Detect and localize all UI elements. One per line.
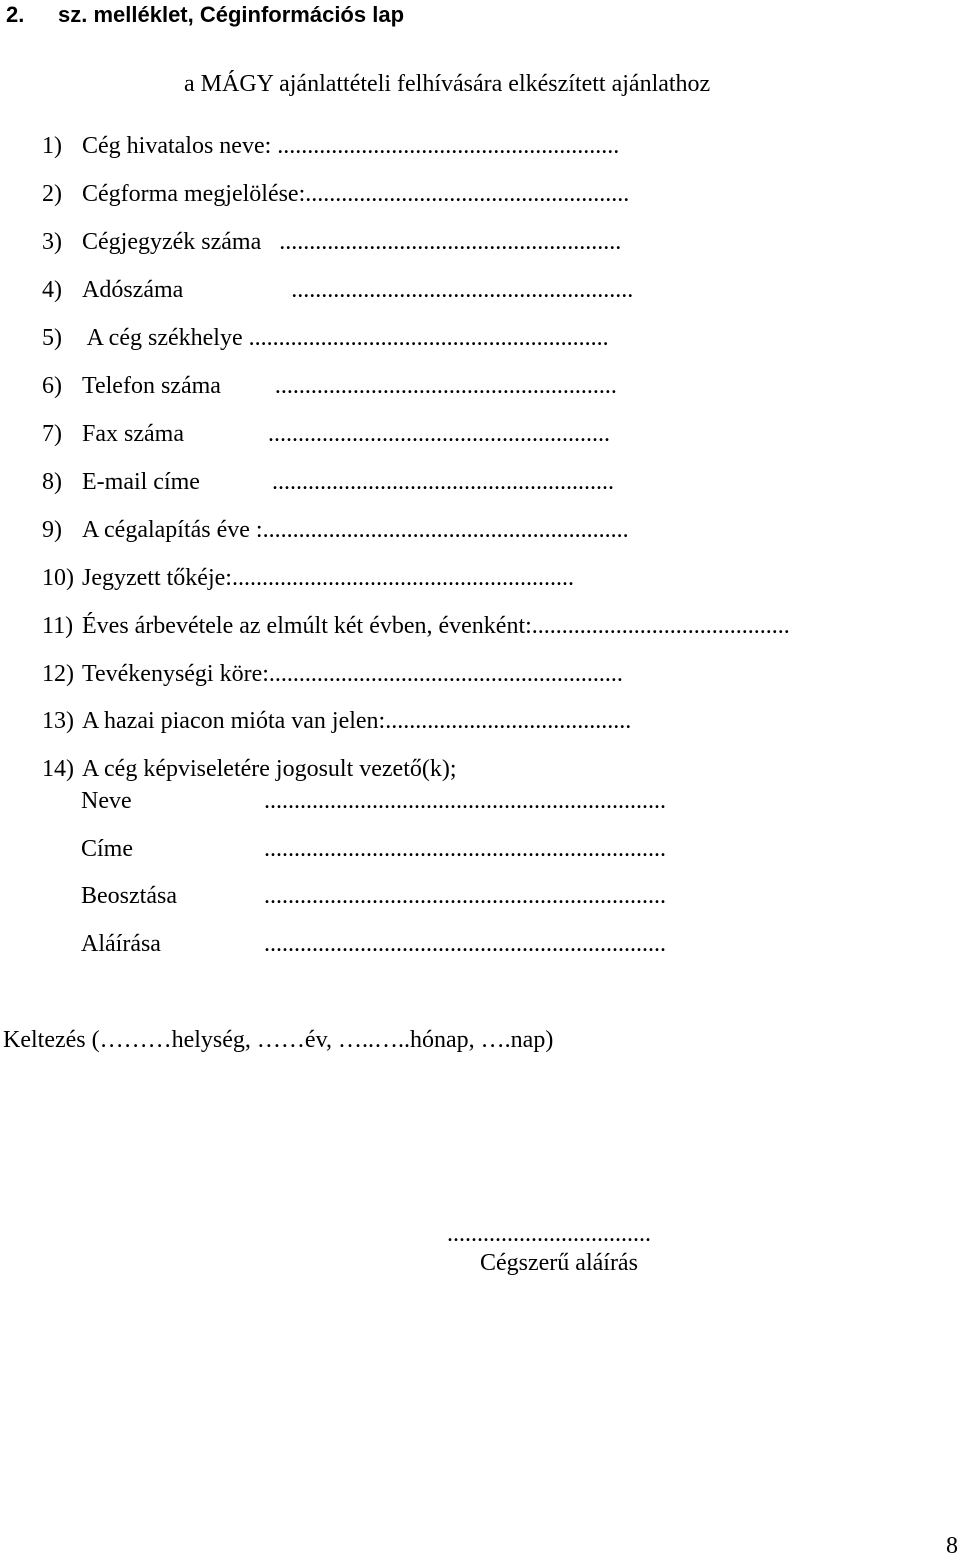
item-number: 11) [42, 613, 74, 639]
fill-dots: ......................................................... [183, 421, 610, 447]
fill-dots: ........................................... [531, 613, 790, 639]
fill-dots: ............................................................ [242, 325, 609, 351]
rep-signature-line [81, 929, 666, 959]
rep-label: Aláírása [81, 931, 161, 957]
item-number: 14) [42, 756, 74, 782]
fill-dots: ................................................................... [264, 883, 666, 909]
item-number: 7) [42, 421, 62, 447]
fill-dots: ......................................................... [220, 373, 617, 399]
item-number: 1) [42, 133, 62, 159]
fill-dots: ......................................................... [261, 229, 622, 255]
item-label: A cég székhelye [82, 325, 243, 351]
field-company-name [42, 131, 619, 161]
rep-label: Beosztása [81, 883, 177, 909]
fill-dots: ................................................................... [264, 788, 666, 814]
field-activity-scope [42, 659, 623, 689]
fill-dots: ......................................................... [183, 277, 634, 303]
item-number: 4) [42, 277, 62, 303]
item-label: Telefon száma [82, 373, 221, 399]
item-number: 2) [42, 181, 62, 207]
item-label: A cég képviseletére jogosult vezető(k); [82, 756, 457, 782]
item-number: 10) [42, 565, 74, 591]
item-number: 9) [42, 517, 62, 543]
field-fax [42, 419, 610, 449]
signature-label: Cégszerű aláírás [480, 1250, 638, 1276]
annex-number: 2. [6, 2, 25, 27]
signature-dots: .................................. [447, 1221, 651, 1247]
item-label: Adószáma [82, 277, 184, 303]
item-label: Tevékenységi köre: [82, 661, 269, 687]
item-label: Cégjegyzék száma [82, 229, 262, 255]
date-line: Keltezés (………helység, ……év, …..…..hónap, ….nap) [3, 1027, 554, 1053]
field-market-presence [42, 706, 631, 736]
fill-dots: ........................................................... [268, 661, 623, 687]
rep-name-line [81, 786, 666, 816]
fill-dots: ......................................... [385, 708, 632, 734]
item-number: 13) [42, 708, 74, 734]
item-label: A cégalapítás éve : [82, 517, 263, 543]
field-registry-number [42, 227, 621, 257]
item-label: E-mail címe [82, 469, 200, 495]
item-label: Cégforma megjelölése: [82, 181, 306, 207]
item-label: Éves árbevétele az elmúlt két évben, évenként: [82, 613, 532, 639]
fill-dots: ............................................................. [262, 517, 629, 543]
item-label: Cég hivatalos neve: [82, 133, 272, 159]
item-number: 8) [42, 469, 62, 495]
rep-position-line [81, 881, 666, 911]
field-phone [42, 371, 617, 401]
page-heading [6, 1, 404, 29]
item-label: Fax száma [82, 421, 184, 447]
item-number: 12) [42, 661, 74, 687]
field-company-form [42, 179, 629, 209]
field-tax-number [42, 275, 633, 305]
item-number: 6) [42, 373, 62, 399]
fill-dots: ......................................................... [271, 133, 620, 159]
item-number: 5) [42, 325, 62, 351]
field-headquarters [42, 323, 609, 353]
fill-dots: ...................................................... [305, 181, 630, 207]
rep-address-line [81, 834, 666, 864]
item-number: 3) [42, 229, 62, 255]
fill-dots: ................................................................... [264, 931, 666, 957]
field-founding-year [42, 515, 629, 545]
item-label: Jegyzett tőkéje: [82, 565, 232, 591]
fill-dots: ......................................................... [199, 469, 614, 495]
annex-title: sz. melléklet, Céginformációs lap [58, 2, 405, 27]
item-label: A hazai piacon mióta van jelen: [82, 708, 386, 734]
field-representatives [42, 754, 457, 784]
field-share-capital [42, 563, 574, 593]
fill-dots: ......................................................... [231, 565, 574, 591]
subtitle: a MÁGY ajánlattételi felhívására elkészített ajánlathoz [184, 71, 711, 97]
rep-label: Címe [81, 836, 133, 862]
page-number: 8 [946, 1533, 958, 1559]
field-email [42, 467, 614, 497]
fill-dots: ................................................................... [264, 836, 666, 862]
field-annual-revenue [42, 611, 790, 641]
rep-label: Neve [81, 788, 132, 814]
